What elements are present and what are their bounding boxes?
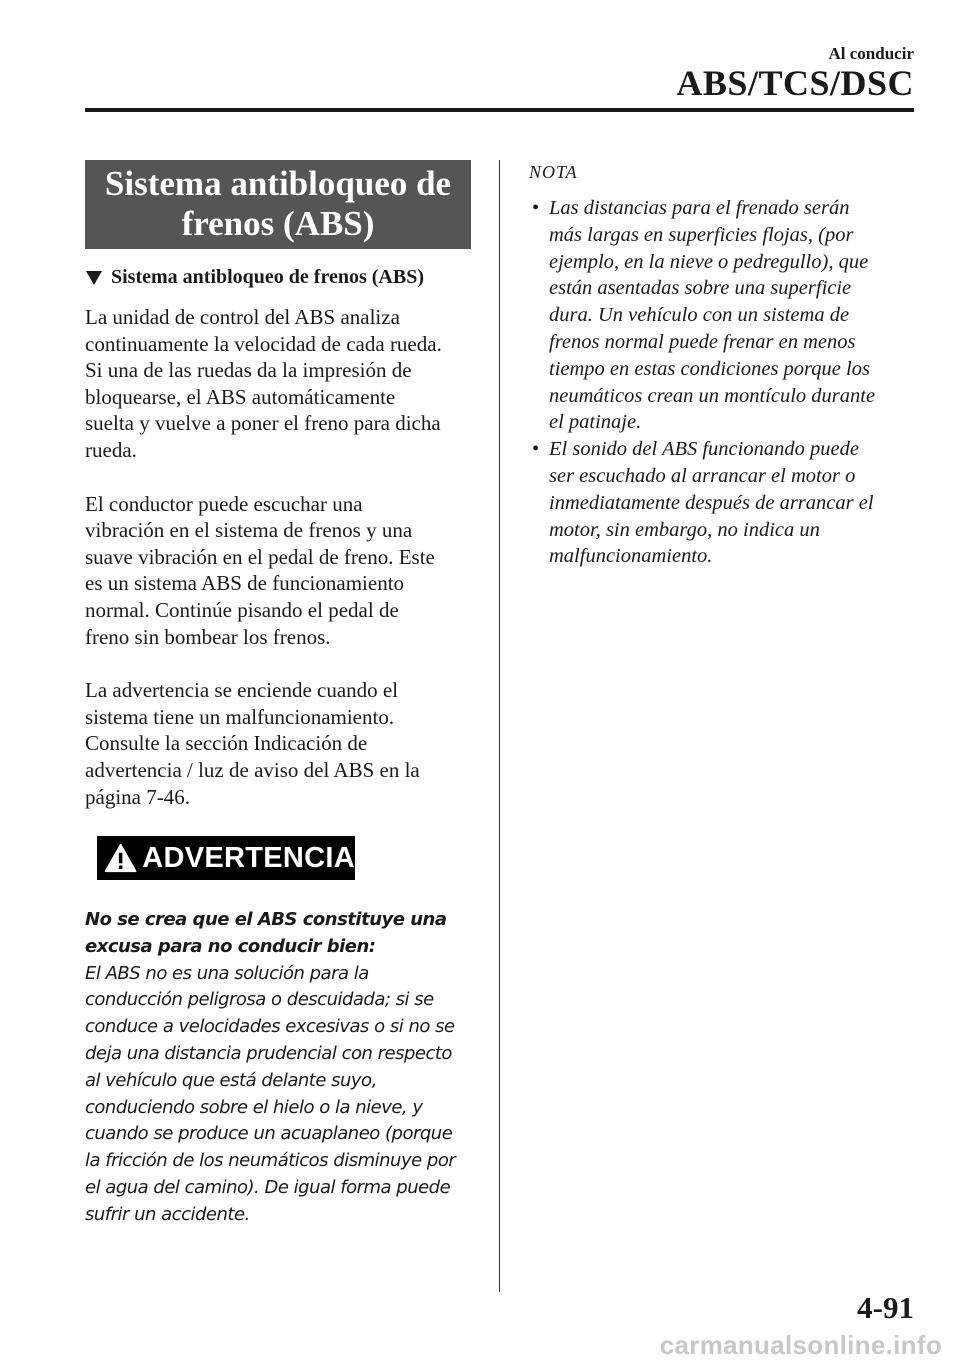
paragraph-2: El conductor puede escuchar una vibración en el sistema de frenos y una suave vibración en el pedal de freno. Este es un sistema ABS de funcionamiento normal. Continúe pisando el pedal de freno sin bombear los frenos. — [85, 491, 435, 649]
subheading-text: Sistema antibloqueo de frenos (ABS) — [111, 266, 424, 288]
watermark: carmanualsonline.info — [659, 1330, 942, 1360]
section-title-line1: Sistema antibloqueo de — [104, 164, 452, 203]
warning-triangle-icon — [103, 840, 138, 876]
header-rule — [85, 108, 914, 112]
note-list — [529, 195, 919, 570]
column-divider — [499, 160, 500, 1292]
note-item-text: El sonido del ABS funcionando puede ser escuchado al arrancar el motor o inmediatamente después de arrancar el motor, sin embargo, no indica un malfuncionamiento. — [549, 438, 874, 568]
note-item — [529, 436, 919, 570]
page-number: 4-91 — [857, 1290, 914, 1325]
note-item-text: Las distancias para el frenado serán más largas en superficies flojas, (por ejemplo, en la nieve o pedregullo), que están asentadas sobre una superficie dura. Un vehículo con un sistema de frenos normal puede frenar en menos tiempo en estas condiciones porque los neumáticos crean un montículo durante el patinaje. — [549, 197, 876, 434]
warning-banner — [97, 836, 355, 880]
section-title-line2: frenos (ABS) — [181, 204, 375, 243]
header-title: ABS/TCS/DSC — [676, 63, 914, 103]
paragraph-1: La unidad de control del ABS analiza continuamente la velocidad de cada rueda. Si una de las ruedas da la impresión de bloquearse, el ABS automáticamente suelta y vuelve a poner el freno para dicha rueda. — [85, 305, 442, 462]
bullet-icon: • — [532, 438, 540, 461]
section-title-box — [85, 160, 471, 249]
right-column — [529, 160, 919, 570]
warning-heading: No se crea que el ABS constituye una excusa para no conducir bien: — [85, 909, 447, 957]
header-subtitle: Al conducir — [828, 44, 914, 63]
warning-text: El ABS no es una solución para la conducción peligrosa o descuidada; si se conduce a velocidades excesivas o si no se deja una distancia prudencial con respecto al vehículo que está delante suyo, conduciendo sobre el hielo o la nieve, y cuando se produce un acuaplaneo (porque la fricción de los neumáticos disminuye por el agua del camino). De igual forma puede sufrir un accidente. — [85, 962, 456, 1225]
note-item — [529, 195, 919, 436]
left-column — [85, 160, 471, 1229]
subheading — [85, 266, 471, 289]
note-title: NOTA — [529, 162, 578, 182]
bullet-icon: • — [532, 197, 540, 219]
triangle-down-icon — [86, 271, 102, 285]
paragraph-3: La advertencia se enciende cuando el sistema tiene un malfuncionamiento. Consulte la sección Indicación de advertencia / luz de aviso del ABS en la página 7-46. — [85, 678, 420, 809]
warning-body — [85, 907, 471, 1229]
warning-label: ADVERTENCIA — [142, 841, 355, 874]
